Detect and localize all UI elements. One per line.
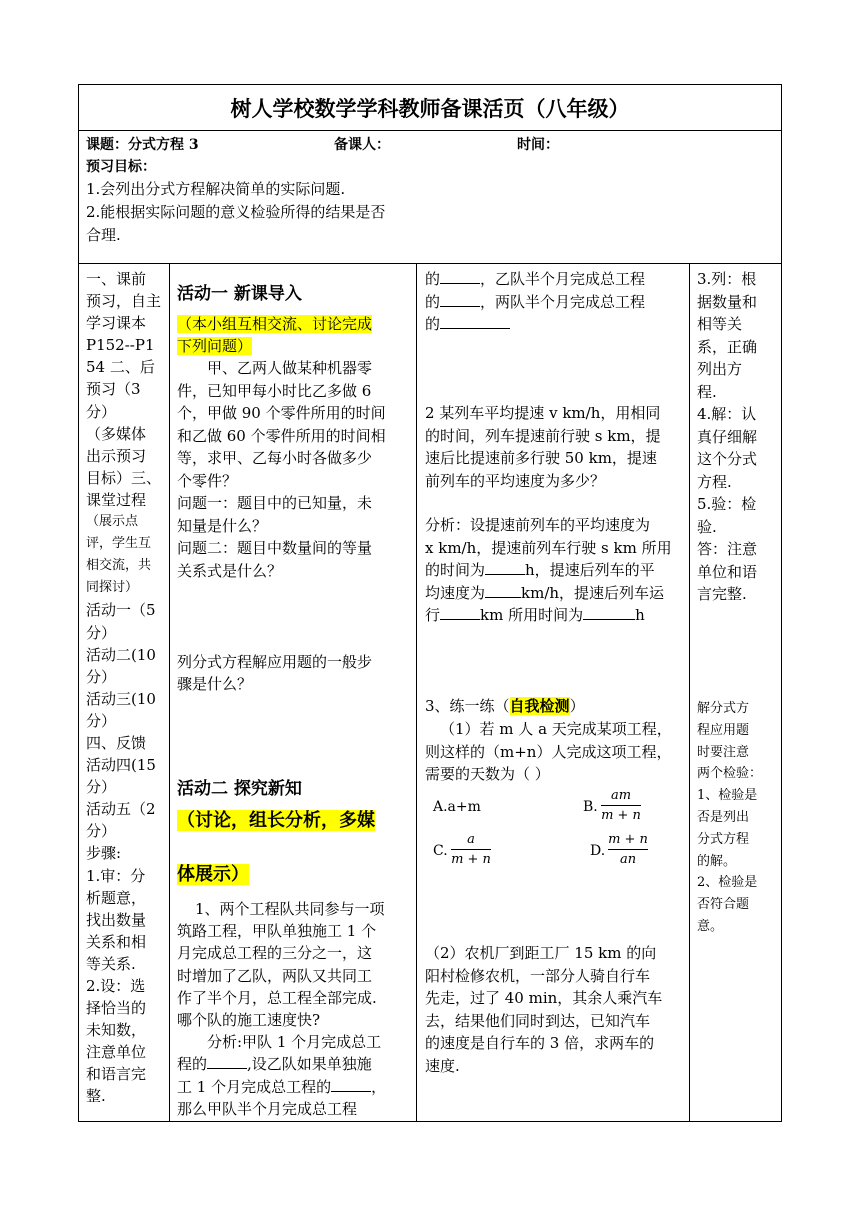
problem2-line: 筑路工程，甲队单独施工 1 个 (177, 922, 377, 941)
goals-label: 预习目标： (86, 159, 156, 175)
col4-step-line: 4.解：认 (697, 405, 757, 423)
col1-line: 活动四(15 (86, 756, 156, 775)
answer-blank[interactable] (583, 605, 635, 620)
practice2-line: （2）农机厂到距工厂 15 km 的向 (425, 944, 657, 962)
col4-note (697, 698, 762, 938)
col1-line: 一、课前 (86, 270, 147, 288)
col1-steps (86, 268, 164, 1108)
col-divider-2 (416, 263, 417, 1121)
col1-line: 预习，自主 (86, 292, 162, 311)
col1-line: 目标）三、 (86, 468, 162, 487)
analysis-line (177, 1076, 413, 1098)
option-c-fraction (451, 832, 491, 867)
answer-blank[interactable] (485, 560, 525, 575)
analysis3-text: 均速度为 (425, 583, 486, 602)
steps-question: 列分式方程解应用题的一般步 (177, 653, 373, 671)
option-b-fraction (601, 788, 641, 823)
fraction-denominator: m + n (601, 808, 641, 823)
fraction-numerator: m + n (608, 832, 648, 847)
col4-note-line: 2、检验是 (697, 875, 758, 891)
activity2-instr-text: 体展示） (177, 864, 249, 885)
question2-line: 关系式是什么？ (177, 561, 283, 580)
practice2-line: 阳村检修农机，一部分人骑自行车 (425, 966, 651, 985)
practice-highlight: 自我检测 (509, 697, 570, 715)
analysis3-text: 的时间为 (425, 561, 486, 579)
col1-line: 54 二、后 (86, 358, 155, 377)
activity1-instr-text: （本小组互相交流、讨论完成 (177, 315, 373, 333)
answer-blank[interactable] (485, 583, 521, 598)
col4-step-line: 相等关 (697, 315, 743, 333)
continuation-text: 的 (425, 315, 441, 333)
col4-note-line: 1、检验是 (697, 788, 758, 804)
col1-line: 活动五（2 (86, 800, 156, 819)
fraction-denominator: an (619, 852, 637, 867)
practice-title (425, 695, 585, 716)
row-divider-title (78, 130, 782, 131)
col1-line: 活动一（5 (86, 601, 156, 620)
problem1-line: 件，已知甲每小时比乙多做 6 (177, 381, 372, 400)
col-divider-1 (169, 263, 170, 1121)
problem2-line: 1、两个工程队共同参与一项 (195, 900, 385, 918)
col1-line: （多媒体 (86, 424, 147, 443)
col4-step-line: 据数量和 (697, 292, 758, 311)
table-border-right (781, 84, 782, 1122)
analysis-text: 程的 (177, 1055, 208, 1074)
col4-step-line: 真仔细解 (697, 427, 758, 446)
col1-line: 课堂过程 (86, 490, 147, 509)
question1-line: 知量是什么？ (177, 516, 268, 535)
analysis3-text: km/h，提速后列车运 (521, 583, 665, 602)
col4-steps (697, 268, 757, 606)
col1-line: 择恰当的 (86, 999, 147, 1018)
answer-blank[interactable] (440, 605, 480, 620)
col1-line: P152--P1 (86, 336, 155, 355)
activity2-instr-text: （讨论，组长分析，多媒 (177, 810, 375, 831)
topic-label: 课题：分式方程 3 (86, 137, 199, 153)
practice2-line: 的速度是自行车的 3 倍，求两车的 (425, 1034, 655, 1052)
col1-line: 未知数， (86, 1021, 147, 1040)
col1-line: 分） (86, 402, 117, 421)
practice-title-text: 3、练一练（ (425, 697, 510, 715)
problem1-line: 等，求甲、乙每小时各做多少 (177, 449, 373, 467)
table-border-left (78, 84, 79, 1122)
col1-line: 2.设：选 (86, 977, 146, 995)
col1-line: 析题意， (86, 888, 147, 907)
practice1 (425, 718, 672, 786)
col4-note-line: 否符合题 (697, 897, 750, 913)
continuation-line (425, 268, 645, 291)
continuation-text: 的 (425, 292, 441, 311)
analysis3-text: km 所用时间为 (480, 606, 584, 624)
analysis3-text: h，提速后列车的平 (525, 561, 655, 579)
answer-blank[interactable] (207, 1054, 247, 1069)
fraction-bar (608, 849, 648, 850)
problem2-line: 月完成总工程的三分之一，这 (177, 944, 373, 963)
answer-blank[interactable] (331, 1077, 371, 1092)
col1-line: 活动三(10 (86, 689, 156, 708)
analysis3-text: 行 (425, 606, 441, 624)
col1-line: 预习（3 (86, 380, 141, 399)
col1-line: 分） (86, 623, 117, 642)
analysis-line: 分析:甲队 1 个月完成总工 (207, 1033, 382, 1052)
continuation-line (425, 313, 645, 336)
col1-line: 出示预习 (86, 446, 147, 465)
col4-step-line: 3.列：根 (697, 270, 757, 288)
option-d-label[interactable]: D. (590, 843, 606, 859)
problem2-line: 作了半个月，总工程全部完成. (177, 988, 377, 1007)
col4-note-line: 分式方程 (697, 831, 750, 847)
goal-line: 合理. (86, 226, 121, 244)
col1-line: 同探讨） (86, 580, 139, 596)
col1-line: 分） (86, 711, 117, 730)
col1-line: 活动二(10 (86, 645, 156, 664)
activity2-instr-line (177, 860, 249, 886)
col1-line: 关系和相 (86, 932, 147, 951)
practice1-line: 则这样的（m+n）人完成这项工程， (425, 742, 672, 761)
col1-line: 和语言完 (86, 1065, 147, 1084)
col4-note-line: 否是列出 (697, 809, 750, 825)
col1-line: 评，学生互 (86, 536, 152, 552)
row-divider-goals (78, 263, 782, 264)
table-border-bottom (78, 1121, 782, 1122)
analysis3-text: h (635, 606, 645, 624)
col1-line: 找出数量 (86, 910, 147, 929)
practice2 (425, 942, 662, 1077)
col4-step-line: 验. (697, 517, 717, 536)
page-title: 树人学校数学学科教师备课活页（八年级） (230, 96, 630, 121)
col1-line: 分） (86, 667, 117, 686)
activity1-instr-text: 下列问题） (177, 337, 253, 355)
col4-note-line: 时要注意 (697, 744, 750, 760)
col4-step-line: 这个分式 (697, 450, 758, 468)
problem3-line: 速后比提速前多行驶 50 km，提速 (425, 449, 657, 467)
answer-blank[interactable] (440, 269, 480, 284)
col1-line: 1.审：分 (86, 866, 146, 885)
goal-line: 2.能根据实际问题的意义检验所得的结果是否 (86, 203, 386, 221)
problem2 (177, 898, 413, 1120)
answer-blank[interactable] (440, 292, 480, 307)
analysis-line (177, 1053, 413, 1075)
problem3-line: 前列车的平均速度为多少？ (425, 471, 606, 490)
option-c-label[interactable]: C. (433, 843, 448, 859)
col1-line: 分） (86, 778, 117, 797)
option-d-fraction (608, 832, 648, 867)
analysis3-line: x km/h，提速前列车行驶 s km 所用 (425, 538, 672, 557)
col1-line: 四、反馈 (86, 733, 147, 752)
col4-step-line: 5.验：检 (697, 495, 757, 513)
goal-line: 1.会列出分式方程解决简单的实际问题. (86, 180, 346, 198)
activity2-instr-line (177, 806, 375, 832)
practice2-line: 去，结果他们同时到达，已知汽车 (425, 1011, 651, 1030)
fraction-numerator: a (467, 832, 475, 847)
table-border-top (78, 84, 782, 85)
practice2-line: 先走，过了 40 min，其余人乘汽车 (425, 989, 663, 1007)
problem1-line: 个零件？ (177, 471, 238, 490)
analysis3 (425, 514, 672, 627)
practice1-line: （1）若 m 人 a 天完成某项工程， (440, 720, 672, 738)
col4-note-line: 解分式方 (697, 701, 750, 716)
col4-step-line: 列出方 (697, 360, 743, 378)
time-label: 时间： (517, 137, 559, 153)
problem1-line: 甲、乙两人做某种机器零 (207, 359, 373, 377)
activity1-title: 活动一 新课导入 (177, 284, 302, 304)
analysis-text: ， (371, 1077, 387, 1096)
col1-line: 整. (86, 1087, 106, 1106)
steps-question: 骤是什么？ (177, 675, 253, 693)
fraction-bar (601, 805, 641, 806)
question1-line: 问题一：题目中的已知量，未 (177, 494, 373, 512)
col4-step-line: 言完整. (697, 585, 747, 603)
col3-continuation (425, 268, 645, 336)
fraction-bar (451, 849, 491, 850)
problem1-line: 和乙做 60 个零件所用的时间相 (177, 426, 386, 445)
problem1 (177, 357, 413, 582)
col4-step-line: 系，正确 (697, 337, 758, 356)
activity2-title: 活动二 探究新知 (177, 779, 302, 799)
col4-step-line: 方程. (697, 472, 732, 491)
col4-step-line: 程. (697, 382, 717, 401)
problem2-line: 时增加了乙队，两队又共同工 (177, 966, 373, 985)
preparer-label: 备课人： (334, 137, 390, 153)
fraction-denominator: m + n (451, 852, 491, 867)
col1-line: 注意单位 (86, 1043, 147, 1062)
analysis-line: 那么甲队半个月完成总工程 (177, 1099, 358, 1118)
col1-line: 相交流，共 (86, 558, 152, 574)
col1-line: （展示点 (86, 514, 139, 530)
analysis3-line (425, 559, 672, 582)
analysis3-line (425, 582, 672, 605)
analysis-text: ,设乙队如果单独施 (247, 1055, 372, 1074)
col4-note-line: 意。 (697, 918, 724, 934)
answer-blank[interactable] (440, 314, 510, 329)
analysis3-line (425, 604, 672, 627)
col1-line: 等关系. (86, 954, 136, 973)
fraction-numerator: am (610, 788, 632, 803)
col-divider-3 (689, 263, 690, 1121)
col4-step-line: 答：注意 (697, 540, 758, 558)
problem3 (425, 402, 661, 492)
practice2-line: 速度. (425, 1056, 460, 1075)
col4-note-line: 程应用题 (697, 722, 750, 738)
activity1-instr-line (177, 313, 372, 334)
col1-line: 步骤: (86, 844, 122, 863)
practice1-line: 需要的天数为（ ） (425, 765, 550, 783)
analysis3-line: 分析：设提速前列车的平均速度为 (425, 516, 651, 534)
problem3-line: 的时间，列车提速前行驶 s km，提 (425, 426, 661, 445)
problem3-line: 2 某列车平均提速 v km/h，用相同 (425, 404, 661, 422)
continuation-text: ，乙队半个月完成总工程 (480, 270, 646, 288)
option-b-label[interactable]: B. (583, 799, 598, 815)
continuation-text: ，两队半个月完成总工程 (480, 292, 646, 311)
problem2-line: 哪个队的施工速度快? (177, 1011, 321, 1030)
col1-line: 分） (86, 822, 117, 841)
problem1-line: 个，甲做 90 个零件所用的时间 (177, 404, 386, 422)
question2-line: 问题二：题目中数量间的等量 (177, 539, 373, 557)
analysis-text: 工 1 个月完成总工程的 (177, 1077, 332, 1096)
continuation-line (425, 291, 645, 314)
col1-line: 学习课本 (86, 314, 147, 333)
activity1-instr-line (177, 335, 252, 356)
option-a[interactable]: A.a+m (433, 799, 481, 815)
practice-close: ） (569, 697, 585, 715)
col4-step-line: 单位和语 (697, 562, 758, 581)
col4-note-line: 两个检验： (697, 766, 763, 782)
continuation-text: 的 (425, 270, 441, 288)
col4-note-line: 的解。 (697, 853, 737, 869)
